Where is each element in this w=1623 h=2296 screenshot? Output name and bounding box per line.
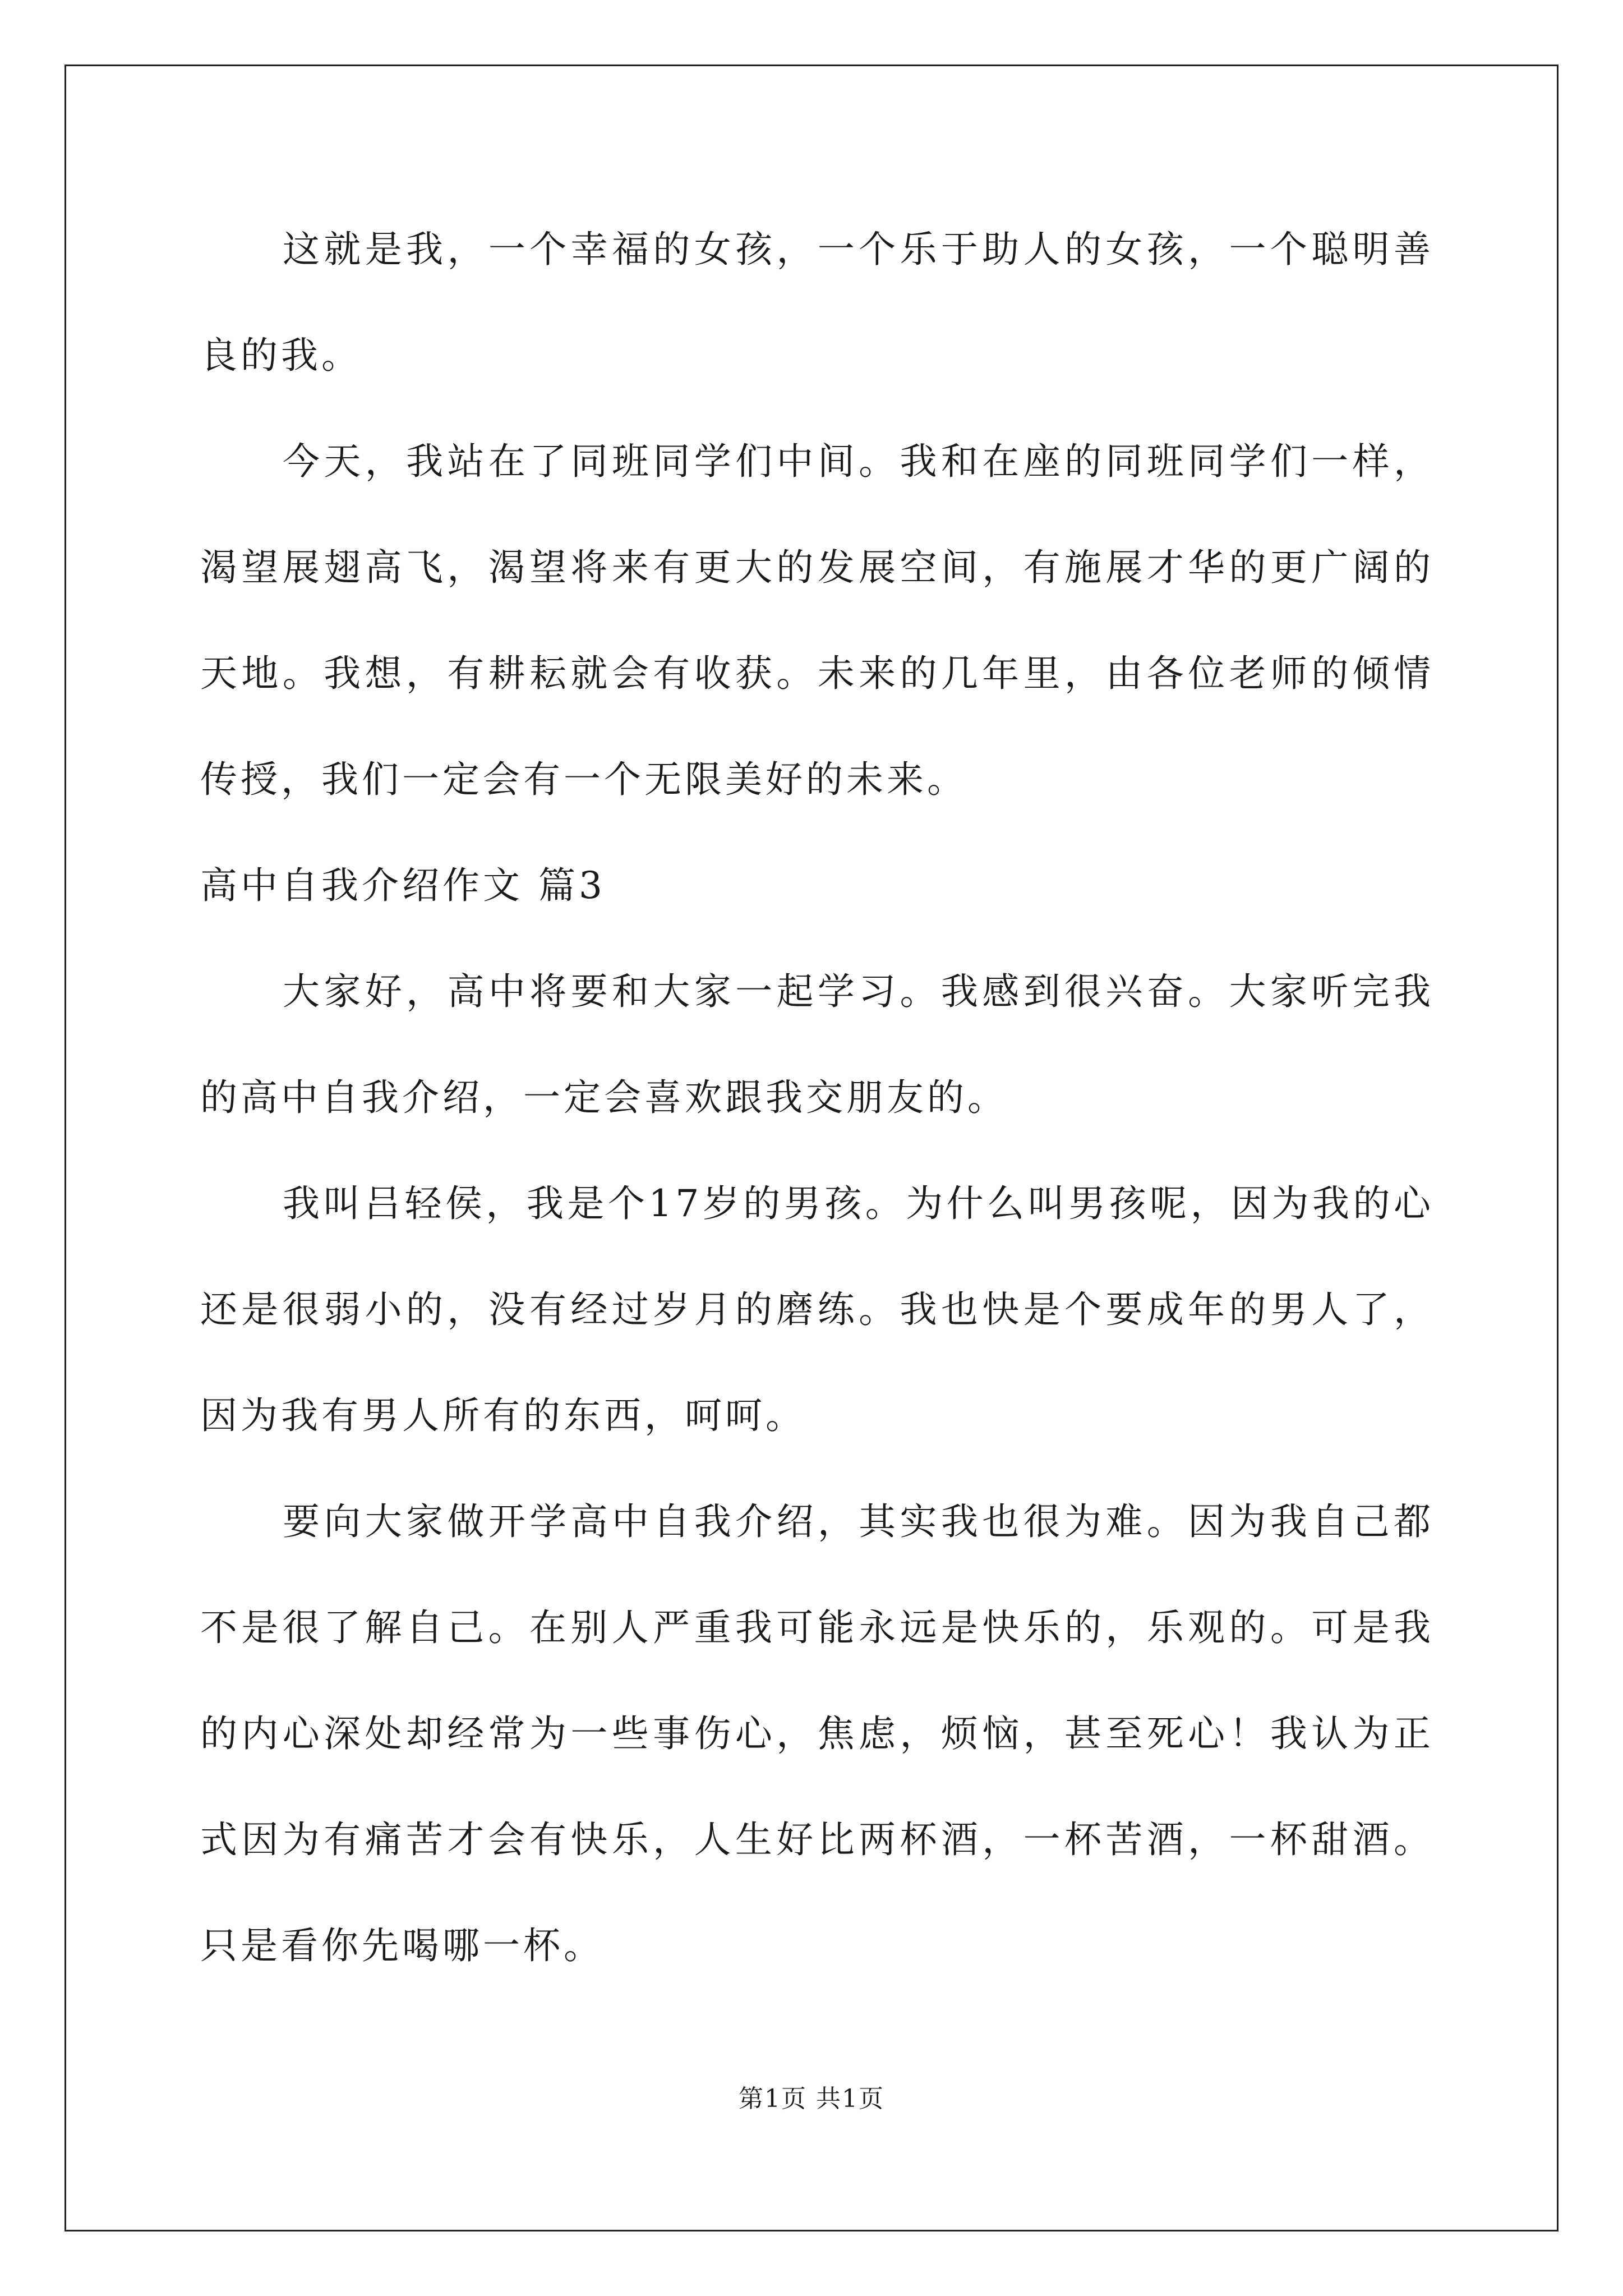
paragraph-2: 今天，我站在了同班同学们中间。我和在座的同班同学们一样，渴望展翅高飞，渴望将来有更大的发展空间，有施展才华的更广阔的天地。我想，有耕耘就会有收获。未来的几年里，由各位老师的倾情传授，我们一定会有一个无限美好的未来。 [200,440,1434,801]
document-body [200,196,1434,1999]
paragraph-1: 这就是我，一个幸福的女孩，一个乐于助人的女孩，一个聪明善良的我。 [200,228,1434,377]
section-heading: 高中自我介绍作文 篇3 [200,864,606,907]
paragraph-3: 大家好，高中将要和大家一起学习。我感到很兴奋。大家听完我的高中自我介绍，一定会喜欢跟我交朋友的。 [200,970,1434,1119]
page-number-footer: 第1页 共1页 [739,2085,884,2113]
paragraph-4: 我叫吕轻侯，我是个17岁的男孩。为什么叫男孩呢，因为我的心还是很弱小的，没有经过岁月的磨练。我也快是个要成年的男人了，因为我有男人所有的东西，呵呵。 [200,1182,1434,1437]
paragraph-5: 要向大家做开学高中自我介绍，其实我也很为难。因为我自己都不是很了解自己。在别人严重我可能永远是快乐的，乐观的。可是我的内心深处却经常为一些事伤心，焦虑，烦恼，甚至死心！我认为正式因为有痛苦才会有快乐，人生好比两杯酒，一杯苦酒，一杯甜酒。只是看你先喝哪一杯。 [200,1500,1434,1967]
